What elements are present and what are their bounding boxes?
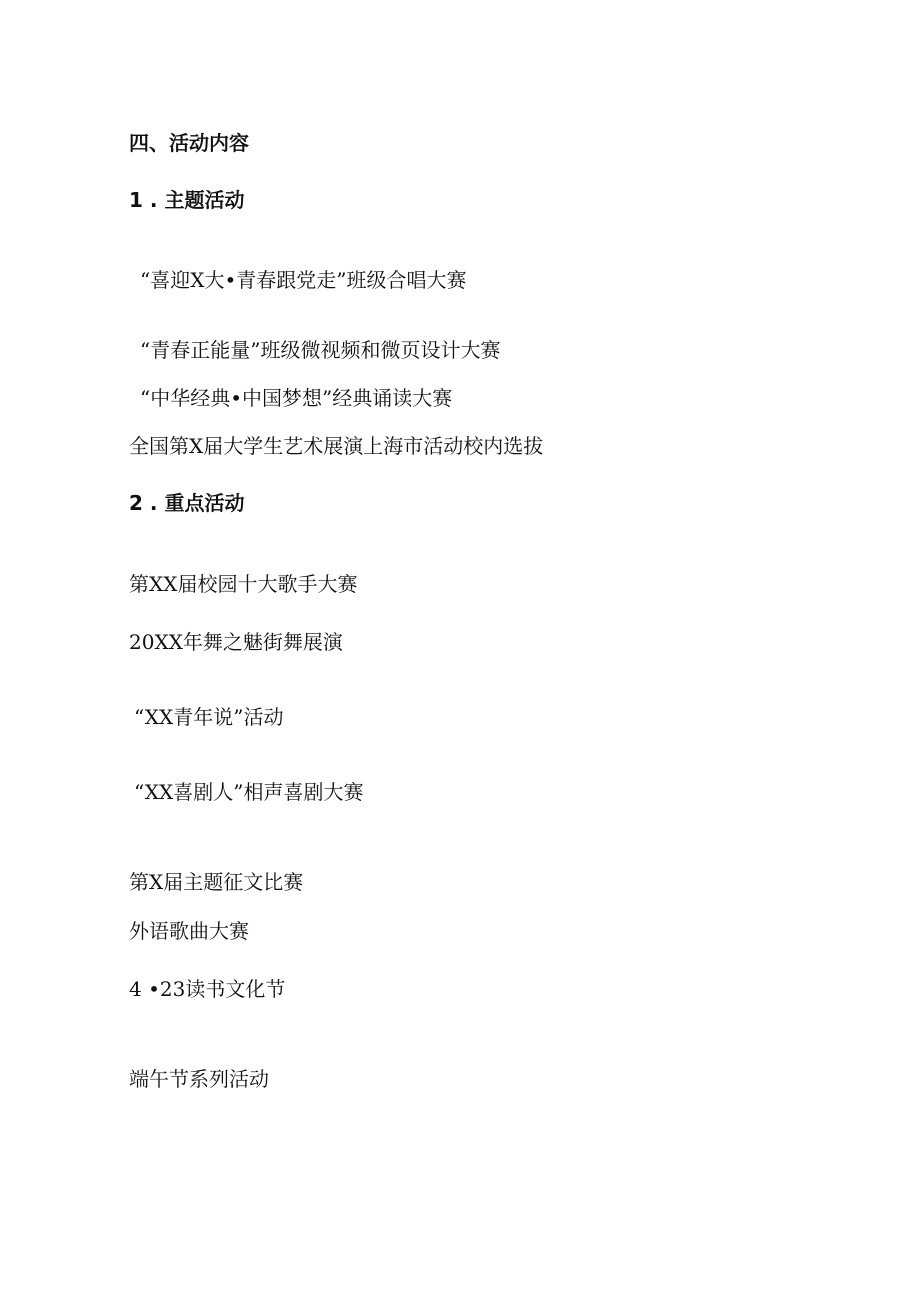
theme-item: “青春正能量”班级微视频和微页设计大赛 <box>140 338 501 362</box>
key-item: “XX喜剧人”相声喜剧大赛 <box>134 780 364 804</box>
subsection-heading-theme: 1 . 主题活动 <box>129 188 245 212</box>
key-item: 第X届主题征文比赛 <box>129 870 304 894</box>
theme-item: “喜迎X大•青春跟党走”班级合唱大赛 <box>140 268 467 292</box>
section-title: 四、活动内容 <box>129 131 249 155</box>
theme-item: 全国第X届大学生艺术展演上海市活动校内选拔 <box>129 434 544 458</box>
theme-item: “中华经典•中国梦想”经典诵读大赛 <box>140 386 453 410</box>
key-item: 端午节系列活动 <box>129 1067 269 1091</box>
subsection-heading-key: 2 . 重点活动 <box>129 491 245 515</box>
key-item: “XX青年说”活动 <box>134 705 284 729</box>
key-item: 外语歌曲大赛 <box>129 919 249 943</box>
key-item: 第XX届校园十大歌手大赛 <box>129 572 358 596</box>
key-item: 20XX年舞之魅街舞展演 <box>129 630 343 654</box>
key-item: 4 •23读书文化节 <box>129 977 286 1001</box>
